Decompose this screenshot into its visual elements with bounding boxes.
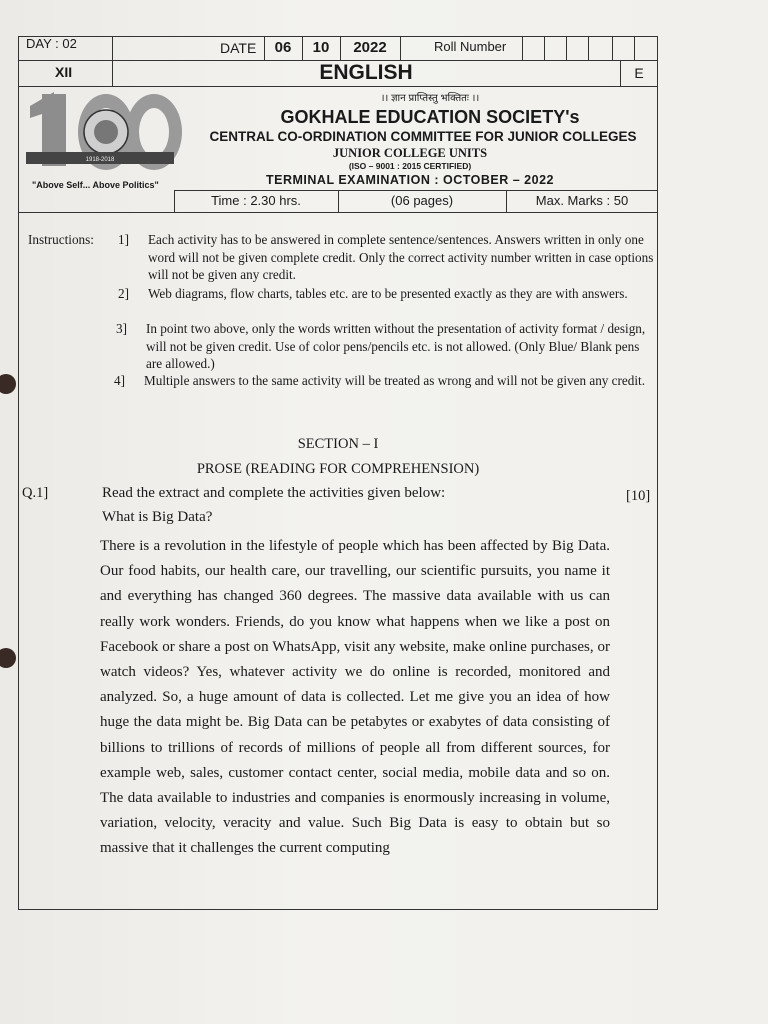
roll-number-label: Roll Number	[434, 39, 507, 54]
instruction-4-number: 4]	[114, 373, 125, 388]
section-subtitle: PROSE (READING FOR COMPREHENSION)	[196, 461, 480, 477]
roll-box-3	[566, 36, 567, 60]
subject-title: ENGLISH	[319, 61, 413, 84]
question-number: Q.1]	[22, 485, 49, 501]
header-divider-3	[174, 190, 658, 191]
date-day: 06	[274, 39, 292, 56]
date-divider-4	[400, 36, 401, 60]
logo-tagline: "Above Self... Above Politics"	[32, 180, 159, 190]
roll-box-6	[634, 36, 635, 60]
roll-box-1	[522, 36, 523, 60]
roll-box-2	[544, 36, 545, 60]
class-label: XII	[55, 64, 73, 80]
max-marks: Max. Marks : 50	[535, 193, 629, 208]
centenary-logo	[22, 88, 192, 192]
passage-heading: What is Big Data?	[102, 509, 213, 525]
day-label: DAY : 02	[26, 36, 77, 51]
instruction-3-text: In point two above, only the words written without the presentation of activity format / design, will not be given credit. Use of color pens/pencils etc. is not allowed. (Only Blue/ Blank pens are allowed.)	[146, 321, 646, 371]
subject-code: E	[634, 65, 644, 81]
instruction-3-number: 3]	[116, 321, 127, 336]
units-name: JUNIOR COLLEGE UNITS	[332, 146, 488, 160]
date-label: DATE	[220, 40, 257, 56]
exam-title: TERMINAL EXAMINATION : OCTOBER – 2022	[266, 173, 554, 187]
roll-box-5	[612, 36, 613, 60]
committee-name: CENTRAL CO-ORDINATION COMMITTEE FOR JUNIOR COLLEGES	[209, 129, 637, 144]
punch-hole-bottom	[0, 648, 16, 668]
centenary-100-icon	[22, 88, 192, 192]
question-marks: [10]	[626, 488, 651, 504]
question-prompt: Read the extract and complete the activities given below:	[102, 485, 446, 501]
roll-box-4	[588, 36, 589, 60]
instructions-label: Instructions:	[28, 232, 94, 247]
institution-name: GOKHALE EDUCATION SOCIETY's	[280, 107, 580, 127]
iso-certification: (ISO – 9001 : 2015 CERTIFIED)	[348, 161, 472, 171]
header-divider-2	[18, 86, 658, 87]
instruction-1-text: Each activity has to be answered in complete sentence/sentences. Answers written in only one word will not be given complete credit. Only the correct activity number written in case options will not be given any credit.	[148, 232, 654, 282]
passage-text: There is a revolution in the lifestyle of people which has been affected by Big Data. Our food habits, our health care, our travelling, our scientific pursuits, you name it and everything has changed 360 degrees. The massive data available with us can really work wonders. Friends, do you know what happens when we like a post on Facebook or share a post on WhatsApp, visit any website, make online purchases, or watch videos? Yes, whatever activity we do online is recorded, monitored and analyzed. So, a huge amount of data is collected. Let me give you an idea of how huge the data might be. Big Data can be petabytes or exabytes of data consisting of billions to trillions of records of millions of people all from different sources, for example web, sales, customer contact center, social media, mobile data and so on. The data available to industries and companies is enormously increasing in volume, variation, velocity, veracity and value. Such Big Data is easy to obtain but so massive that it challenges the current computing	[100, 538, 610, 857]
svg-text:1918-2018: 1918-2018	[85, 157, 115, 163]
instruction-4-text: Multiple answers to the same activity will be treated as wrong and will not be given any credit.	[144, 373, 645, 388]
sanskrit-motto: ।। ज्ञान प्राप्तिस्तु भक्तितः ।।	[380, 93, 480, 104]
instruction-2-text: Web diagrams, flow charts, tables etc. are to be presented exactly as they are with answers.	[148, 286, 628, 301]
time-allowed: Time : 2.30 hrs.	[211, 193, 301, 208]
instruction-1-number: 1]	[118, 232, 129, 247]
date-year: 2022	[353, 39, 387, 56]
page-count: (06 pages)	[390, 193, 454, 208]
punch-hole-top	[0, 374, 16, 394]
header-divider-4	[18, 212, 658, 213]
section-title: SECTION – I	[297, 436, 379, 452]
date-month: 10	[312, 39, 330, 56]
instruction-2-number: 2]	[118, 286, 129, 301]
